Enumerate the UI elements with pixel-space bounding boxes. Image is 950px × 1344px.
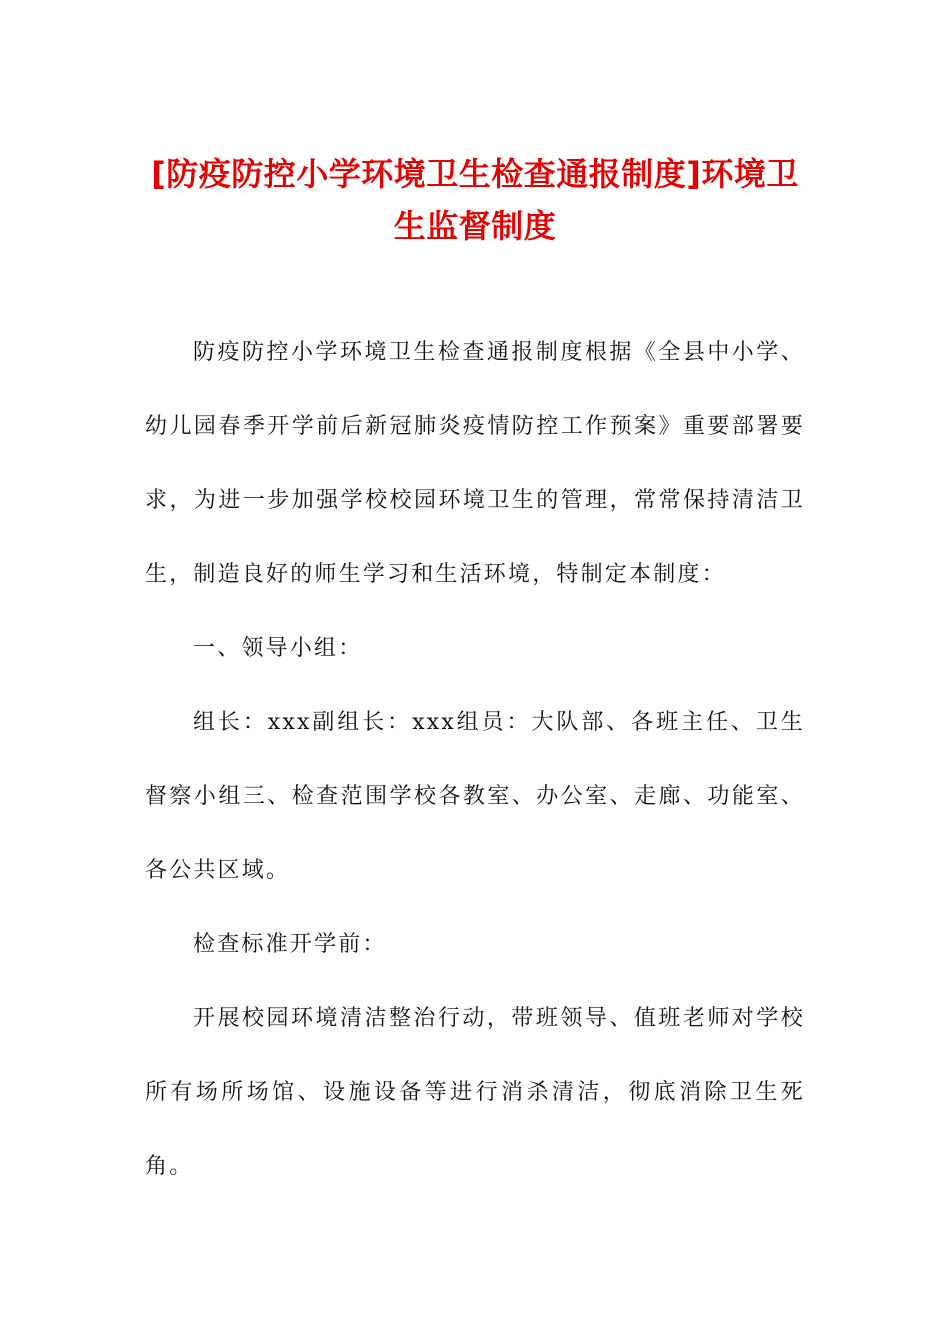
document-title: [防疫防控小学环境卫生检查通报制度]环境卫生监督制度 (151, 155, 799, 245)
paragraph-cleaning-action: 开展校园环境清洁整治行动，带班领导、值班老师对学校所有场所场馆、设施设备等进行消杀清洁，彻底消除卫生死角。 (145, 1006, 805, 1179)
paragraph-members-scope: 组长：xxx副组长：xxx组员：大队部、各班主任、卫生督察小组三、检查范围学校各教室、办公室、走廊、功能室、各公共区域。 (145, 710, 805, 883)
paragraph-standard-heading: 检查标准开学前： (193, 932, 387, 957)
paragraph-intro: 防疫防控小学环境卫生检查通报制度根据《全县中小学、幼儿园春季开学前后新冠肺炎疫情防控工作预案》重要部署要求，为进一步加强学校校园环境卫生的管理，常常保持清洁卫生，制造良好的师生学习和生活环境，特制定本制度： (145, 340, 805, 587)
paragraph-leadership-heading: 一、领导小组： (193, 636, 363, 661)
